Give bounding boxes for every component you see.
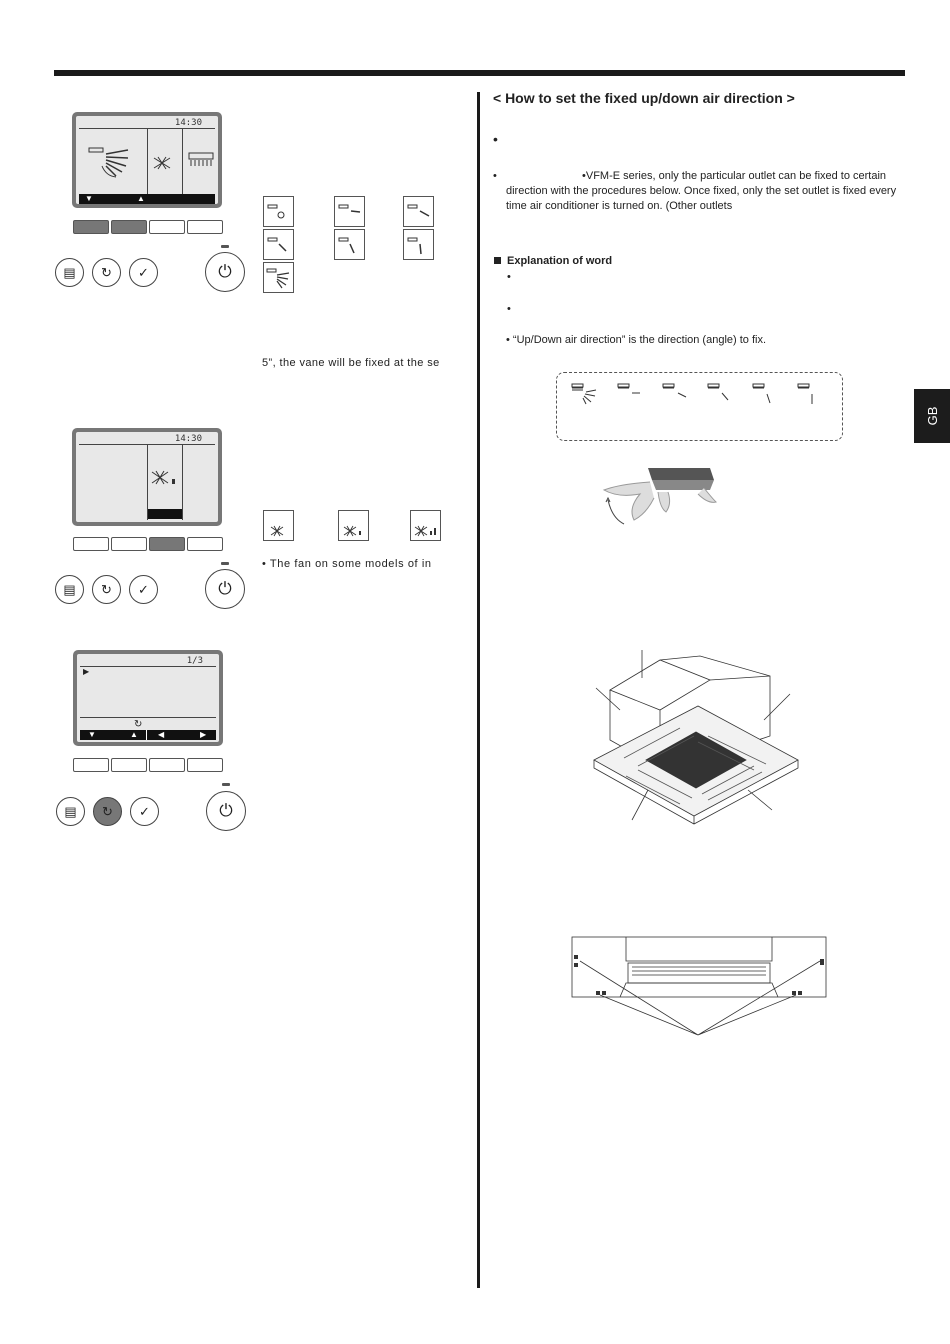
screen-3-nav-bar: ▼ ▲ ◀ ▶: [80, 730, 216, 740]
top-rule: [54, 70, 905, 76]
operation-lamp: [221, 562, 229, 565]
return-button[interactable]: [92, 258, 121, 287]
language-tab-label: GB: [924, 406, 940, 426]
menu-button[interactable]: [56, 797, 85, 826]
screen-2-time: 14:30: [174, 434, 202, 444]
remote-screen-2: [72, 428, 222, 526]
language-tab: [914, 389, 950, 443]
function-button-f4[interactable]: [187, 220, 223, 234]
function-button-f2[interactable]: [111, 758, 147, 772]
louver-on-icon: [338, 510, 369, 541]
function-button-f4[interactable]: [187, 758, 223, 772]
remote-screen-3: [73, 650, 223, 746]
power-button[interactable]: [206, 791, 246, 831]
function-button-f2[interactable]: [111, 220, 147, 234]
menu-button[interactable]: [55, 575, 84, 604]
explanation-bullet-1: •: [507, 271, 511, 283]
return-button[interactable]: [92, 575, 121, 604]
airflow-illustration: [600, 464, 720, 530]
function-button-f1[interactable]: [73, 758, 109, 772]
louver-swing-icon: [152, 156, 172, 170]
cursor-icon: ▶: [83, 667, 90, 676]
return-button[interactable]: [93, 797, 122, 826]
select-button[interactable]: [130, 797, 159, 826]
screen-1-time: 14:30: [174, 118, 202, 128]
direction-step1-icon: [618, 384, 640, 393]
section-heading: < How to set the fixed up/down air direction >: [493, 90, 795, 106]
vane-swing-icon: [88, 144, 134, 178]
front-view-diagram: [570, 935, 828, 1040]
direction-step4-icon: [753, 384, 770, 403]
vane-step5-icon: [403, 229, 434, 260]
function-button-f1[interactable]: [73, 220, 109, 234]
remote-screen-1: [72, 112, 222, 208]
unit-icon: [188, 152, 214, 168]
menu-icon: ▤: [63, 581, 76, 597]
vane-fixed-text: 5”, the vane will be fixed at the se: [262, 357, 440, 369]
power-icon: ⏻: [218, 262, 232, 281]
note-paragraph: •VFM-E series, only the particular outlet can be fixed to certain direction with the procedures below. Once fixed, only the set outlet is fixed every time air conditioner is turned on. (Other outlets: [506, 170, 897, 212]
select-button[interactable]: [129, 258, 158, 287]
function-button-f3[interactable]: [149, 537, 185, 551]
vane-auto-icon: [263, 196, 294, 227]
return-icon: ↻: [101, 264, 112, 280]
vane-step1-icon: [334, 196, 365, 227]
explanation-bullet-3: • “Up/Down air direction” is the direction (angle) to fix.: [506, 334, 767, 346]
explanation-title: Explanation of word: [507, 255, 613, 267]
operation-lamp: [221, 245, 229, 248]
fan-note-text: • The fan on some models of in: [262, 558, 432, 570]
vane-step3-icon: [263, 229, 294, 260]
power-icon: ⏻: [218, 579, 232, 598]
vane-swing-mode-icon: [263, 262, 294, 293]
note-prefix: •: [493, 170, 497, 182]
column-divider: [477, 92, 480, 1288]
function-button-f4[interactable]: [187, 537, 223, 551]
direction-swing-icon: [572, 384, 596, 404]
louver-fixed-icon: [150, 470, 178, 486]
menu-button[interactable]: [55, 258, 84, 287]
menu-icon: ▤: [63, 264, 76, 280]
explanation-bullet-2: •: [507, 303, 511, 315]
select-button[interactable]: [129, 575, 158, 604]
air-direction-icons: [568, 380, 828, 408]
bullet-dot: •: [493, 131, 498, 147]
louver-swing-mode-icon: [410, 510, 441, 541]
louver-off-icon: [263, 510, 294, 541]
check-icon: ✓: [138, 264, 149, 280]
return-icon: ↻: [102, 803, 113, 819]
return-indicator-icon: ↻: [134, 719, 143, 730]
direction-step3-icon: [708, 384, 728, 400]
explanation-square-icon: [494, 257, 501, 264]
screen-1-nav-bar: ▼ ▲: [79, 194, 215, 204]
operation-lamp: [222, 783, 230, 786]
function-button-f2[interactable]: [111, 537, 147, 551]
power-button[interactable]: [205, 252, 245, 292]
screen-2-selected-bar: [148, 509, 182, 519]
function-button-f3[interactable]: [149, 220, 185, 234]
direction-step5-icon: [798, 384, 812, 404]
direction-step2-icon: [663, 384, 686, 397]
power-icon: ⏻: [219, 801, 233, 820]
cassette-unit-diagram: [590, 650, 805, 845]
power-button[interactable]: [205, 569, 245, 609]
screen-3-page: 1/3: [186, 656, 203, 666]
vane-step2-icon: [403, 196, 434, 227]
vane-step4-icon: [334, 229, 365, 260]
menu-icon: ▤: [64, 803, 77, 819]
function-button-f1[interactable]: [73, 537, 109, 551]
function-button-f3[interactable]: [149, 758, 185, 772]
return-icon: ↻: [101, 581, 112, 597]
check-icon: ✓: [138, 581, 149, 597]
check-icon: ✓: [139, 803, 150, 819]
